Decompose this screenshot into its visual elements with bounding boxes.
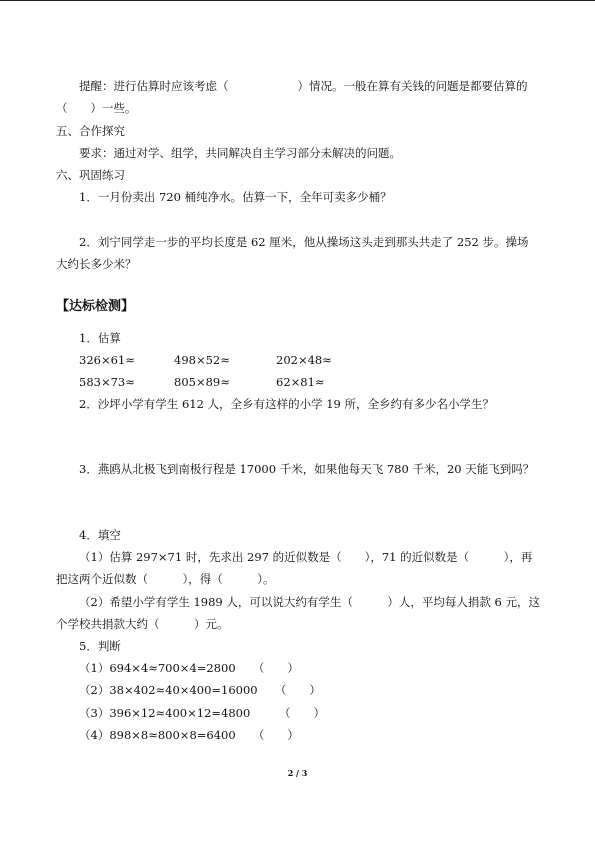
header-rule	[0, 0, 595, 1]
q4-part-2-line-2: 个学校共捐款大约（ ）元。	[56, 617, 229, 631]
judgment-item: （4）898×8≈800×8=6400 （ ）	[79, 728, 299, 742]
practice-question-2-line-1: 2．刘宁同学走一步的平均长度是 62 厘米，他从操场这头走到那头共走了 252 步。操场	[79, 235, 529, 249]
section-6-title: 六、巩固练习	[56, 168, 125, 182]
q4-part-1-line-2: 把这两个近似数（ ），得（ ）。	[56, 572, 275, 586]
estimate-item: 583×73≈	[79, 375, 135, 389]
judgment-item: （1）694×4≈700×4=2800 （ ）	[79, 661, 299, 675]
practice-question-2-line-2: 大约长多少米？	[56, 257, 137, 271]
estimate-item: 498×52≈	[174, 353, 230, 367]
q5-title: 5．判断	[79, 639, 121, 653]
judgment-item: （3）396×12≈400×12=4800 （ ）	[79, 706, 326, 720]
reminder-line-1: 提醒：进行估算时应该考虑（ ）情况。一般在算有关钱的问题是都要估算的	[79, 79, 528, 93]
page-number: 2 / 3	[287, 768, 308, 778]
section-5-title: 五、合作探究	[56, 124, 125, 138]
estimate-item: 202×48≈	[276, 353, 332, 367]
practice-question-1: 1．一月份卖出 720 桶纯净水。估算一下，全年可卖多少桶？	[79, 190, 392, 204]
q2-text: 2．沙坪小学有学生 612 人，全乡有这样的小学 19 所，全乡约有多少名小学生？	[79, 397, 495, 411]
q4-title: 4．填空	[79, 528, 121, 542]
estimate-item: 326×61≈	[79, 353, 135, 367]
judgment-item: （2）38×402≈40×400=16000 （ ）	[79, 683, 321, 697]
q1-title: 1．估算	[79, 331, 121, 345]
reminder-line-2: （ ）一些。	[56, 101, 137, 115]
estimate-item: 805×89≈	[174, 375, 230, 389]
estimate-item: 62×81≈	[276, 375, 325, 389]
section-5-requirement: 要求：通过对学、组学，共同解决自主学习部分未解决的问题。	[79, 146, 401, 160]
q4-part-2-line-1: （2）希望小学有学生 1989 人，可以说大约有学生（ ）人，平均每人捐款 6 元，这	[79, 595, 541, 609]
test-heading: 【达标检测】	[56, 299, 135, 314]
q4-part-1-line-1: （1）估算 297×71 时，先求出 297 的近似数是（ ），71 的近似数是（ ），再	[79, 550, 533, 564]
q3-text: 3．燕鸥从北极飞到南极行程是 17000 千米，如果他每天飞 780 千米，20 天能飞到吗？	[79, 462, 535, 476]
